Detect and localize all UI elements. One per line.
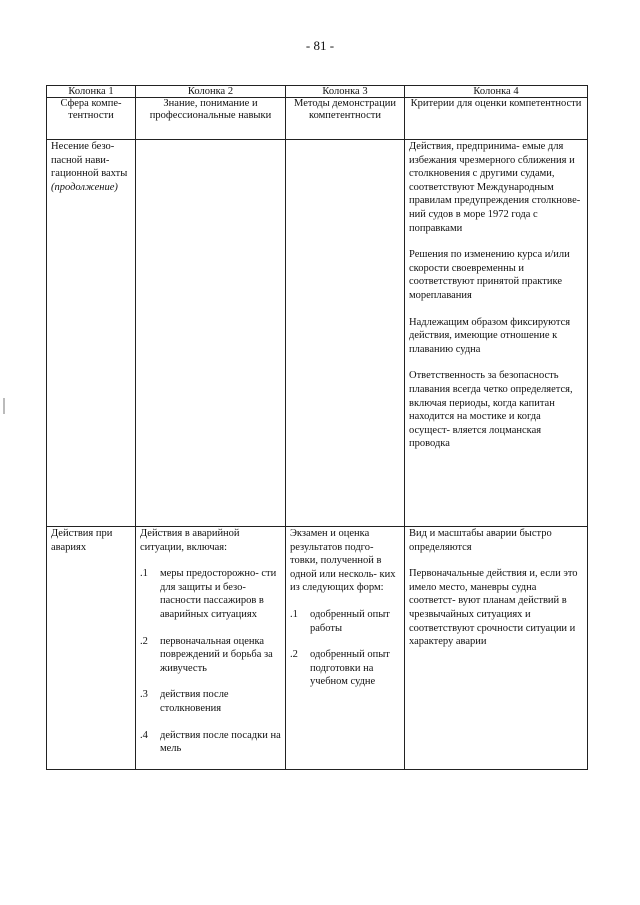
item-number: .4: [140, 729, 148, 741]
table-row: [47, 140, 588, 527]
continuation-note: (продолжение): [51, 181, 118, 193]
column-number-2: Колонка 2: [136, 86, 286, 98]
item-number: .2: [290, 649, 298, 661]
competence-area-text: Действия при авариях: [51, 528, 113, 553]
methods-cell: [286, 527, 405, 770]
page-number: - 81 -: [305, 38, 335, 53]
header-competence-area: Сфера компе- тентности: [47, 98, 136, 140]
item-number: .1: [140, 568, 148, 580]
criteria-paragraph: Ответственность за безопасность плавания всегда четко определяется, включая периоды, когда капитан находится на мостике и когда осущест- вляется лоцманская проводка: [409, 370, 573, 450]
knowledge-item: [140, 635, 281, 676]
knowledge-item: [140, 688, 281, 715]
item-text: первоначальная оценка повреждений и борьба за живучесть: [160, 635, 273, 674]
header-knowledge: Знание, понимание и профессиональные навыки: [136, 98, 286, 140]
column-number-3: Колонка 3: [286, 86, 405, 98]
methods-intro: Экзамен и оценка результатов подго- товки, полученной в одной или несколь- ких из следующих форм:: [290, 528, 396, 594]
item-text: меры предосторожно- сти для защиты и безо- пасности пассажиров в аварийных ситуациях: [160, 568, 277, 620]
criteria-cell: [405, 140, 588, 527]
column-number-row: [47, 86, 588, 98]
knowledge-cell: [136, 140, 286, 527]
knowledge-item: [140, 567, 281, 621]
criteria-cell: [405, 527, 588, 770]
item-text: одобренный опыт работы: [310, 608, 390, 634]
item-text: действия после столкновения: [160, 689, 229, 714]
item-number: .2: [140, 635, 148, 647]
competence-table: [46, 85, 588, 770]
item-text: одобренный опыт подготовки на учебном судне: [310, 649, 390, 688]
criteria-paragraph: Надлежащим образом фиксируются действия, имеющие отношение к плаванию судна: [409, 316, 571, 355]
item-number: .3: [140, 689, 148, 701]
column-header-row: [47, 98, 588, 140]
header-criteria: Критерии для оценки компетентности: [405, 98, 588, 140]
knowledge-item: [140, 729, 281, 756]
item-number: .1: [290, 608, 298, 620]
criteria-paragraph: Действия, предпринима- емые для избежания чрезмерного сближения и столкновения с другими судами, соответствуют Международным правилам предупреждения столкнове- ний судов в море 1972 года с поправками: [409, 141, 581, 234]
competence-area-cell: [47, 140, 136, 527]
column-number-4: Колонка 4: [405, 86, 588, 98]
table-row: [47, 527, 588, 770]
criteria-paragraph: Первоначальные действия и, если это имело место, маневры судна соответст- вуют планам действий в чрезвычайных ситуациях и соответствуют срочности ситуации и характеру аварии: [409, 568, 578, 648]
methods-cell: [286, 140, 405, 527]
criteria-paragraph: Решения по изменению курса и/или скорости своевременны и соответствуют принятой практике мореплавания: [409, 249, 570, 301]
methods-item: [290, 608, 400, 635]
competence-area-text: Несение безо- пасной нави- гационной вахты: [51, 141, 128, 180]
margin-mark: [3, 398, 5, 414]
item-text: действия после посадки на мель: [160, 729, 281, 755]
competence-area-cell: [47, 527, 136, 770]
methods-item: [290, 648, 400, 689]
header-methods: Методы демонстрации компетентности: [286, 98, 405, 140]
knowledge-intro: Действия в аварийной ситуации, включая:: [140, 528, 240, 553]
knowledge-cell: [136, 527, 286, 770]
criteria-paragraph: Вид и масштабы аварии быстро определяются: [409, 528, 552, 553]
column-number-1: Колонка 1: [47, 86, 136, 98]
